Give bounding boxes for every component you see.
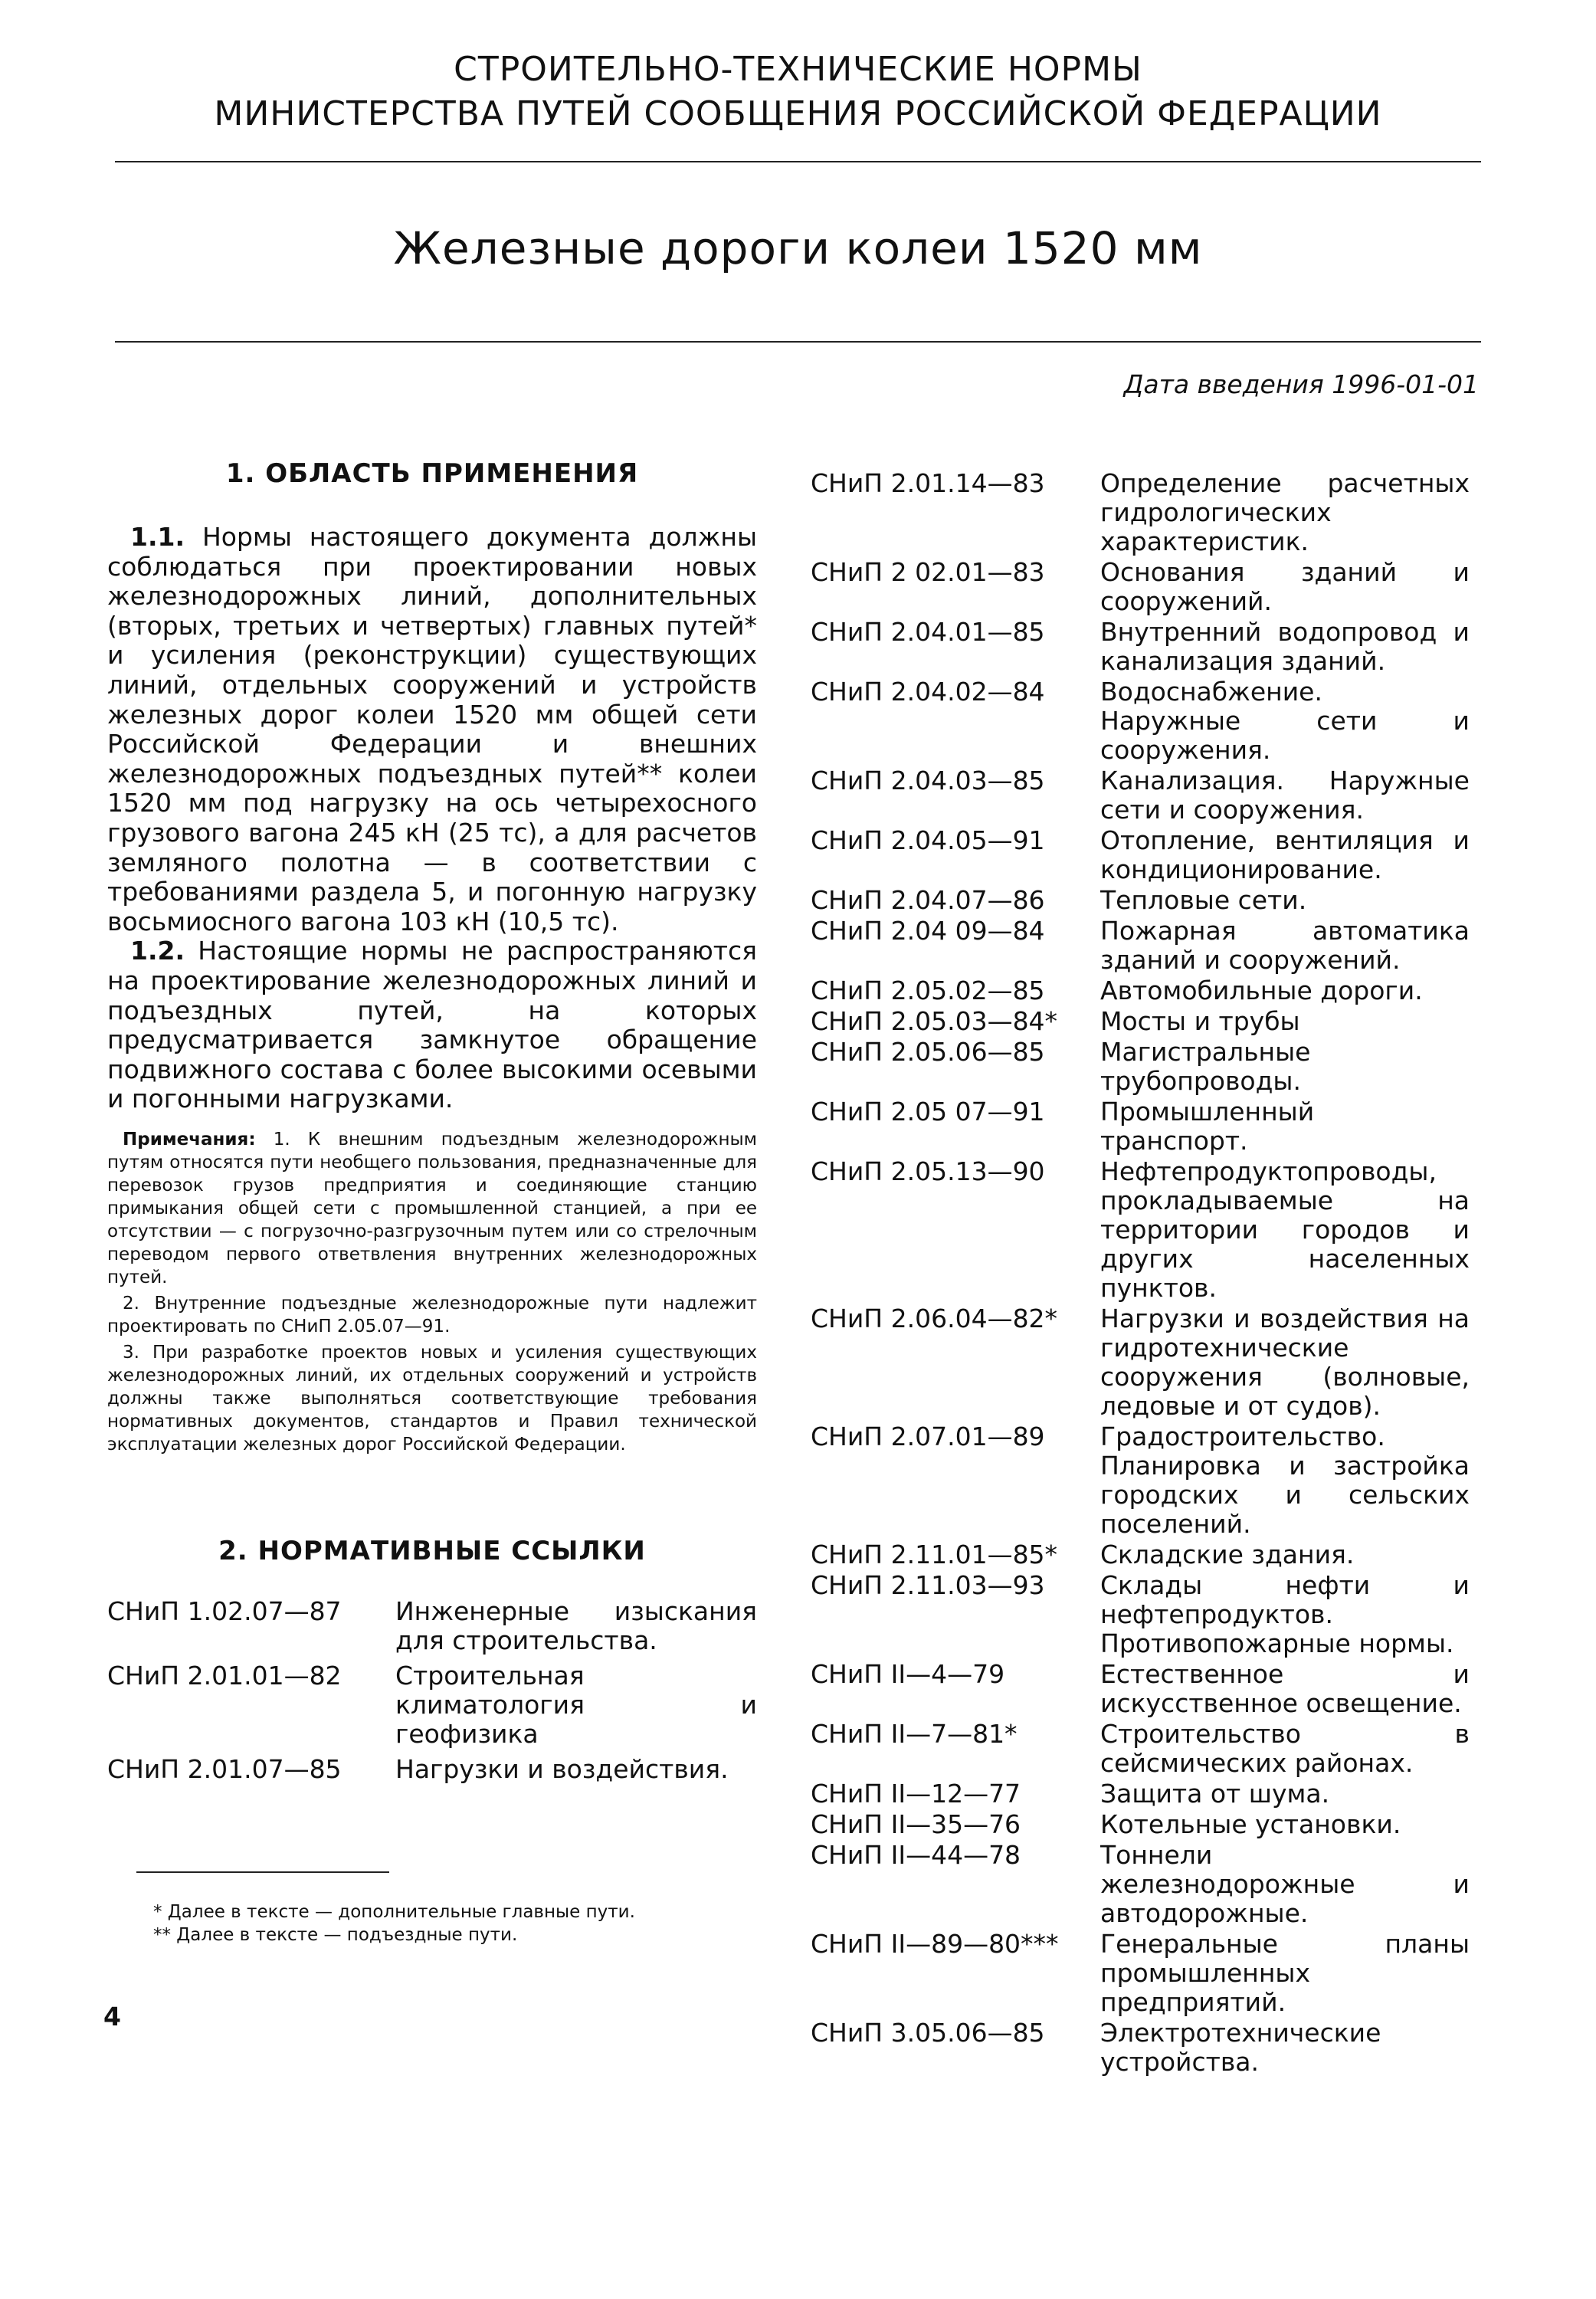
ref-row	[811, 1571, 1470, 1658]
document-title: Железные дороги колеи 1520 мм	[393, 222, 1203, 274]
ref-desc: Нагрузки и воздействия на гидротехнические сооружения (волновые, ледовые и от судов).	[1100, 1304, 1470, 1421]
ref-desc: Тоннели железнодорожные и автодорожные.	[1100, 1840, 1470, 1928]
ref-desc: Промышленный транспорт.	[1100, 1097, 1315, 1156]
ref-code: СНиП II—44—78	[811, 1840, 1021, 1870]
ref-code: СНиП 1.02.07—87	[107, 1596, 342, 1626]
ref-code: СНиП 2.05.06—85	[811, 1037, 1045, 1067]
ref-code: СНиП 2.05 07—91	[811, 1097, 1045, 1127]
footnote-divider	[136, 1871, 389, 1873]
ref-code: СНиП 2.04.01—85	[811, 617, 1045, 647]
left-column	[107, 458, 757, 1790]
ref-code: СНиП 2.05.13—90	[811, 1156, 1045, 1186]
ref-desc: Основания зданий и сооружений.	[1100, 557, 1470, 616]
ref-row	[811, 886, 1470, 915]
ref-row	[811, 1097, 1470, 1156]
paragraph-1-2-text: Настоящие нормы не распространяются на проектирование железнодорожных линий и подъездных путей, на которых предусматривается замкнутое обращение подвижного состава с более высокими осевыми и погонными нагрузками.	[107, 936, 757, 1114]
ref-row	[811, 1007, 1470, 1036]
ref-desc: Нефтепродуктопроводы, прокладываемые на территории городов и других населенных пунктов.	[1100, 1156, 1470, 1303]
paragraph-1-1-number: 1.1.	[130, 522, 185, 552]
section-1-title: 1. ОБЛАСТЬ ПРИМЕНЕНИЯ	[225, 458, 639, 489]
header-line-1: СТРОИТЕЛЬНО-ТЕХНИЧЕСКИЕ НОРМЫ	[454, 50, 1142, 89]
ref-code: СНиП II—4—79	[811, 1659, 1005, 1689]
ref-desc: Строительная климатология и геофизика	[395, 1660, 757, 1749]
ref-row	[811, 917, 1470, 975]
paragraph-1-1-text: Нормы настоящего документа должны соблюдаться при проектировании новых железнодорожных линий, дополнительных (вторых, третьих и четвертых) главных путей* и усиления (реконструкции) существующих линий, отдельных сооружений и устройств железных дорог колеи 1520 мм общей сети Российской Федерации и внешних железнодорожных подъездных путей** колеи 1520 мм под нагрузку на ось четырехосного грузового вагона 245 кН (25 тс), а для расчетов земляного полотна — в соответствии с требованиями раздела 5, и погонную нагрузку восьмиосного вагона 103 кН (10,5 тс).	[107, 522, 757, 936]
ref-desc: Пожарная автоматика зданий и сооружений.	[1100, 916, 1470, 975]
ref-code: СНиП 2.11.03—93	[811, 1570, 1045, 1600]
ref-row	[811, 2019, 1470, 2077]
right-ref-list	[811, 469, 1470, 2078]
ref-desc: Градостроительство. Планировка и застройка городских и сельских поселений.	[1100, 1422, 1470, 1539]
notes-heading: Примечания:	[123, 1129, 256, 1150]
ref-desc: Определение расчетных гидрологических характеристик.	[1100, 468, 1470, 556]
page-number: 4	[103, 2002, 121, 2032]
ref-row	[811, 1304, 1470, 1421]
footnote-1: * Далее в тексте — дополнительные главные пути.	[153, 1902, 635, 1922]
ref-desc: Строительство в сейсмических районах.	[1100, 1719, 1470, 1778]
ref-code: СНиП 2.01.07—85	[107, 1753, 342, 1784]
ref-desc: Магистральные трубопроводы.	[1100, 1037, 1311, 1096]
ref-row	[811, 677, 1470, 765]
ref-code: СНиП 3.05.06—85	[811, 2018, 1045, 2048]
ref-desc: Канализация. Наружные сети и сооружения.	[1100, 766, 1470, 825]
ref-desc: Защита от шума.	[1100, 1779, 1330, 1809]
header-divider	[115, 161, 1481, 162]
ref-code: СНиП 2 02.01—83	[811, 557, 1045, 587]
ref-code: СНиП 2.04.02—84	[811, 677, 1045, 707]
ref-code: СНиП 2.05.02—85	[811, 976, 1045, 1005]
ref-code: СНиП 2.04.05—91	[811, 825, 1045, 855]
ref-code: СНиП 2.11.01—85*	[811, 1540, 1058, 1569]
ref-row	[107, 1597, 757, 1655]
ref-row	[811, 1720, 1470, 1778]
ref-code: СНиП 2.04.07—86	[811, 885, 1045, 915]
ref-desc: Электротехнические устройства.	[1100, 2018, 1381, 2077]
ref-desc: Тепловые сети.	[1100, 885, 1307, 915]
note-1-text: 1. К внешним подъездным железнодорожным путям относятся пути необщего пользования, предназначенные для перевозок грузов предприятия и соединяющие станцию примыкания общей сети с промышленной станцией, а при ее отсутствии — с погрузочно-разгрузочным путем или со стрелочным переводом первого ответвления внутренних железнодорожных путей.	[107, 1129, 757, 1287]
section-2-title: 2. НОРМАТИВНЫЕ ССЫЛКИ	[218, 1535, 646, 1566]
ref-row	[811, 1540, 1470, 1569]
ref-row	[811, 826, 1470, 884]
ref-desc: Внутренний водопровод и канализация зданий.	[1100, 617, 1470, 676]
ref-desc: Складские здания.	[1100, 1540, 1355, 1569]
ref-row	[811, 1422, 1470, 1539]
ref-row	[811, 1930, 1470, 2017]
ref-code: СНиП II—12—77	[811, 1779, 1021, 1809]
ref-row	[811, 1841, 1470, 1928]
ref-row	[107, 1661, 757, 1749]
ref-code: СНиП 2.07.01—89	[811, 1422, 1045, 1451]
ref-desc: Котельные установки.	[1100, 1809, 1401, 1839]
footnotes	[153, 1901, 759, 1946]
ref-row	[811, 469, 1470, 556]
footnote-2: ** Далее в тексте — подъездные пути.	[153, 1925, 518, 1945]
paragraph-1-1	[107, 523, 757, 936]
ref-code: СНиП II—7—81*	[811, 1719, 1018, 1749]
ref-code: СНиП 2.05.03—84*	[811, 1006, 1058, 1036]
ref-row	[811, 1810, 1470, 1839]
note-1	[107, 1128, 757, 1289]
ref-code: СНиП II—35—76	[811, 1809, 1021, 1839]
ref-row	[811, 976, 1470, 1005]
ref-row	[811, 1779, 1470, 1809]
paragraph-1-2	[107, 936, 757, 1114]
ref-desc: Отопление, вентиляция и кондиционирование.	[1100, 825, 1470, 884]
ref-code: СНиП 2.04 09—84	[811, 916, 1045, 946]
intro-date: Дата введения 1996-01-01	[1123, 369, 1479, 399]
ref-row	[811, 1157, 1470, 1303]
ref-desc: Мосты и трубы	[1100, 1006, 1300, 1036]
header-line-2: МИНИСТЕРСТВА ПУТЕЙ СООБЩЕНИЯ РОССИЙСКОЙ ФЕДЕРАЦИИ	[214, 94, 1382, 133]
ref-desc: Склады нефти и нефтепродуктов. Противопожарные нормы.	[1100, 1570, 1470, 1658]
paragraph-1-2-number: 1.2.	[130, 936, 185, 966]
ref-row	[811, 558, 1470, 616]
ref-row	[811, 1660, 1470, 1718]
ref-row	[811, 766, 1470, 825]
document-header	[115, 48, 1481, 136]
ref-row	[107, 1755, 757, 1784]
ref-row	[811, 1038, 1470, 1096]
ref-desc: Генеральные планы промышленных предприятий.	[1100, 1929, 1470, 2017]
ref-desc: Нагрузки и воздействия.	[395, 1753, 729, 1784]
ref-desc: Водоснабжение. Наружные сети и сооружения.	[1100, 677, 1470, 765]
ref-code: СНиП II—89—80***	[811, 1929, 1059, 1959]
ref-code: СНиП 2.01.01—82	[107, 1660, 342, 1691]
notes	[107, 1128, 757, 1456]
ref-desc: Инженерные изыскания для строительства.	[395, 1596, 757, 1655]
left-ref-list	[107, 1597, 757, 1784]
title-divider	[115, 341, 1481, 343]
ref-desc: Естественное и искусственное освещение.	[1100, 1659, 1470, 1718]
ref-row	[811, 618, 1470, 676]
note-2: 2. Внутренние подъездные железнодорожные пути надлежит проектировать по СНиП 2.05.07—91.	[107, 1293, 757, 1336]
note-3: 3. При разработке проектов новых и усиления существующих железнодорожных линий, их отдельных сооружений и устройств должны также выполняться соответствующие требования нормативных документов, стандартов и Правил технической эксплуатации железных дорог Российской Федерации.	[107, 1342, 757, 1455]
ref-desc: Автомобильные дороги.	[1100, 976, 1423, 1005]
ref-code: СНиП 2.01.14—83	[811, 468, 1045, 498]
ref-code: СНиП 2.06.04—82*	[811, 1304, 1058, 1333]
ref-code: СНиП 2.04.03—85	[811, 766, 1045, 795]
